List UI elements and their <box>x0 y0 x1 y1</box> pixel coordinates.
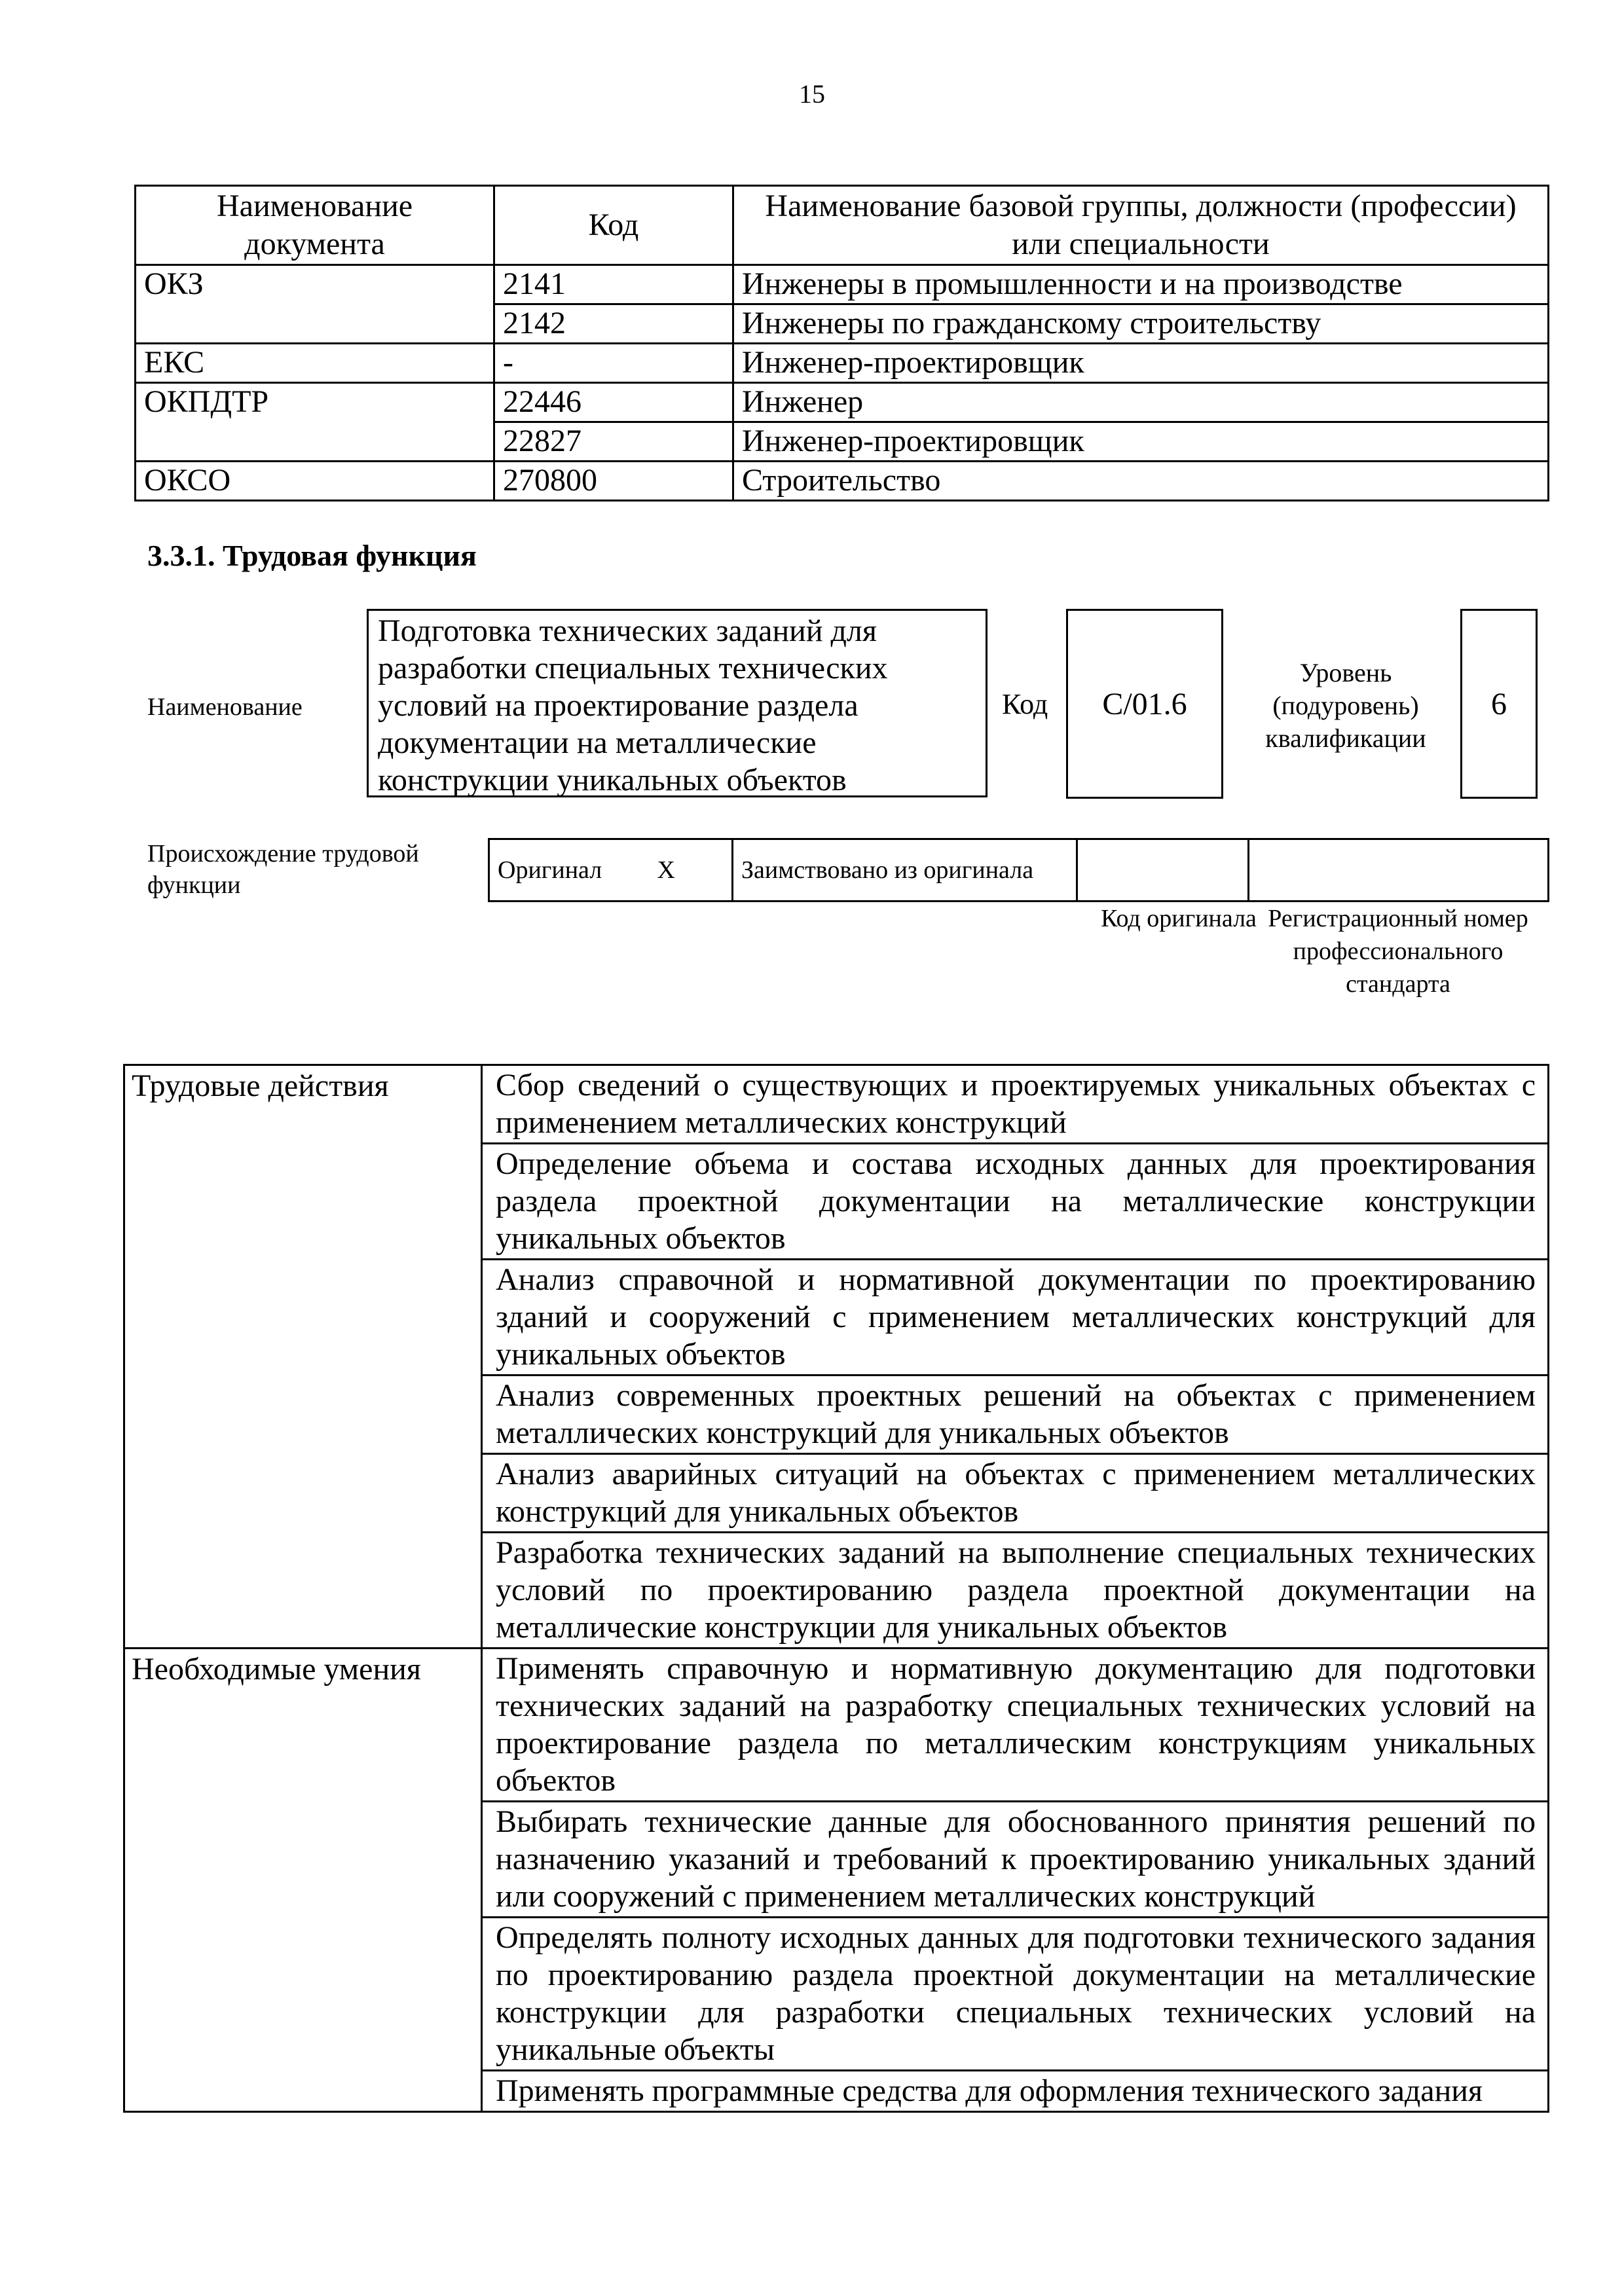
table-row <box>124 1649 1549 1802</box>
skill-item: Применять справочную и нормативную документацию для подготовки технических заданий на разработку специальных технических условий на проектирование раздела по металлическим конструкциям уникальных объектов <box>482 1649 1549 1802</box>
header-document-name: Наименование документа <box>136 186 494 265</box>
reg-number-label: Регистрационный номер профессионального стандарта <box>1268 905 1528 998</box>
function-code-label: Код <box>1002 688 1048 720</box>
origin-mark: X <box>650 839 733 902</box>
cell-code: 22446 <box>494 383 733 422</box>
table-row <box>136 383 1549 422</box>
table-row <box>136 265 1549 304</box>
qualification-level-label: Уровень (подуровень) квалификации <box>1265 658 1426 753</box>
cell-document: ОКЗ <box>136 265 494 344</box>
origin-code-cell <box>1077 839 1249 902</box>
origin-table <box>488 838 1549 902</box>
cell-code: 2141 <box>494 265 733 304</box>
required-skills-label: Необходимые умения <box>124 1649 482 2112</box>
cell-document: ОКПДТР <box>136 383 494 462</box>
origin-row <box>489 839 1549 902</box>
qualification-level-box: 6 <box>1460 609 1538 799</box>
function-code-box: С/01.6 <box>1066 609 1223 799</box>
labor-action-item: Анализ современных проектных решений на объектах с применением металлических конструкций для уникальных объектов <box>482 1376 1549 1454</box>
labor-action-item: Сбор сведений о существующих и проектируемых уникальных объектах с применением металлических конструкций <box>482 1065 1549 1144</box>
section-title: 3.3.1. Трудовая функция <box>147 539 477 572</box>
cell-code: 2142 <box>494 304 733 344</box>
cell-code: 22827 <box>494 422 733 462</box>
function-name-box: Подготовка технических заданий для разработки специальных технических условий на проектирование раздела документации на металлические конструкции уникальных объектов <box>367 609 987 797</box>
header-group-name: Наименование базовой группы, должности (профессии) или специальности <box>733 186 1549 265</box>
cell-code: 270800 <box>494 462 733 501</box>
cell-document: ЕКС <box>136 344 494 383</box>
labor-action-item: Анализ справочной и нормативной документации по проектированию зданий и сооружений с применением металлических конструкций для уникальных объектов <box>482 1260 1549 1376</box>
skill-item: Определять полноту исходных данных для подготовки технического задания по проектированию раздела проектной документации на металлические конструкции для разработки специальных технических условий на уникальные объекты <box>482 1918 1549 2071</box>
origin-original-cell: Оригинал <box>489 839 650 902</box>
skill-item: Выбирать технические данные для обоснованного принятия решений по назначению указаний и требований к проектированию уникальных зданий или сооружений с применением металлических конструкций <box>482 1802 1549 1918</box>
cell-name: Строительство <box>733 462 1549 501</box>
classification-header-row <box>136 186 1549 265</box>
header-code: Код <box>494 186 733 265</box>
skill-item: Применять программные средства для оформления технического задания <box>482 2071 1549 2112</box>
cell-document: ОКСО <box>136 462 494 501</box>
origin-label: Происхождение трудовой функции <box>147 840 419 899</box>
cell-name: Инженеры по гражданскому строительству <box>733 304 1549 344</box>
function-name-label: Наименование <box>147 693 303 721</box>
cell-code: - <box>494 344 733 383</box>
code-original-label: Код оригинала <box>1101 905 1257 932</box>
origin-reg-number-cell <box>1249 839 1549 902</box>
labor-actions-label: Трудовые действия <box>124 1065 482 1649</box>
classification-table <box>134 185 1549 501</box>
cell-name: Инженер-проектировщик <box>733 344 1549 383</box>
page-number: 15 <box>799 79 825 109</box>
table-row <box>136 344 1549 383</box>
origin-borrowed-cell: Заимствовано из оригинала <box>733 839 1077 902</box>
table-row <box>124 1065 1549 1144</box>
cell-name: Инженер-проектировщик <box>733 422 1549 462</box>
cell-name: Инженеры в промышленности и на производстве <box>733 265 1549 304</box>
table-row <box>136 462 1549 501</box>
labor-action-item: Определение объема и состава исходных данных для проектирования раздела проектной документации на металлические конструкции уникальных объектов <box>482 1144 1549 1260</box>
cell-name: Инженер <box>733 383 1549 422</box>
labor-action-item: Разработка технических заданий на выполнение специальных технических условий по проектированию раздела проектной документации на металлические конструкции для уникальных объектов <box>482 1533 1549 1649</box>
function-details-table <box>123 1064 1549 2113</box>
labor-action-item: Анализ аварийных ситуаций на объектах с применением металлических конструкций для уникальных объектов <box>482 1454 1549 1533</box>
